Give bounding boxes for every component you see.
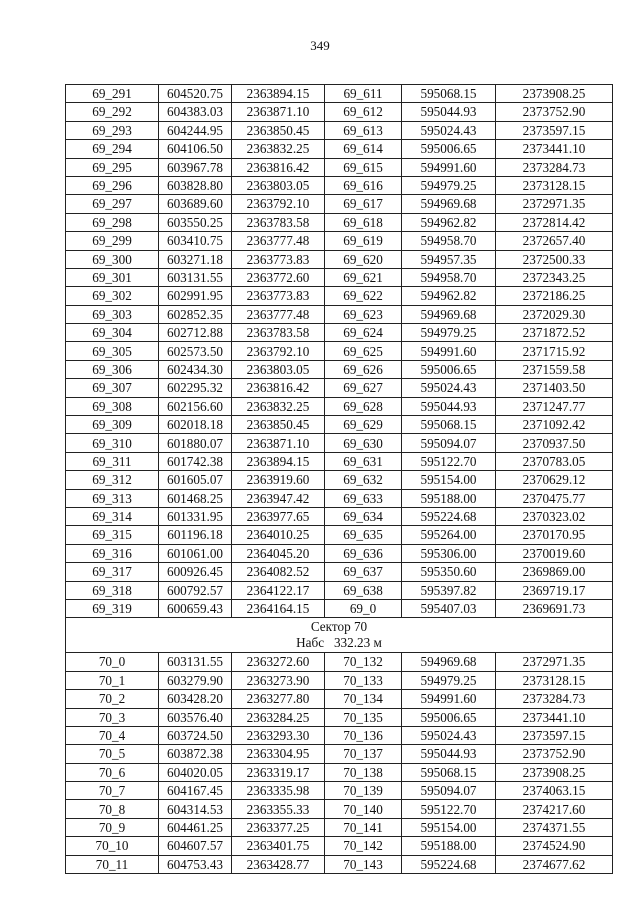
table-row	[66, 489, 613, 507]
x-coordinate-cell: 594958.70	[402, 268, 496, 286]
x-coordinate-cell: 595122.70	[402, 452, 496, 470]
x-coordinate-cell: 595044.93	[402, 103, 496, 121]
point-id-cell: 69_613	[325, 121, 402, 139]
point-id-cell: 69_308	[66, 397, 159, 415]
table-row	[66, 471, 613, 489]
sector-69-rows	[66, 85, 613, 618]
x-coordinate-cell: 594991.60	[402, 158, 496, 176]
point-id-cell: 69_296	[66, 176, 159, 194]
x-coordinate-cell: 604167.45	[159, 782, 232, 800]
x-coordinate-cell: 602434.30	[159, 360, 232, 378]
y-coordinate-cell: 2374063.15	[496, 782, 613, 800]
table-row	[66, 745, 613, 763]
y-coordinate-cell: 2372971.35	[496, 653, 613, 671]
point-id-cell: 69_317	[66, 563, 159, 581]
table-row	[66, 544, 613, 562]
x-coordinate-cell: 602712.88	[159, 324, 232, 342]
x-coordinate-cell: 603689.60	[159, 195, 232, 213]
y-coordinate-cell: 2372343.25	[496, 268, 613, 286]
y-coordinate-cell: 2371092.42	[496, 416, 613, 434]
y-coordinate-cell: 2363816.42	[232, 379, 325, 397]
point-id-cell: 69_637	[325, 563, 402, 581]
y-coordinate-cell: 2363947.42	[232, 489, 325, 507]
point-id-cell: 69_292	[66, 103, 159, 121]
x-coordinate-cell: 601468.25	[159, 489, 232, 507]
point-id-cell: 69_618	[325, 213, 402, 231]
y-coordinate-cell: 2363894.15	[232, 452, 325, 470]
y-coordinate-cell: 2372186.25	[496, 287, 613, 305]
table-row	[66, 581, 613, 599]
y-coordinate-cell: 2370629.12	[496, 471, 613, 489]
point-id-cell: 69_304	[66, 324, 159, 342]
point-id-cell: 70_141	[325, 818, 402, 836]
x-coordinate-cell: 604106.50	[159, 140, 232, 158]
point-id-cell: 69_305	[66, 342, 159, 360]
point-id-cell: 70_137	[325, 745, 402, 763]
x-coordinate-cell: 602991.95	[159, 287, 232, 305]
x-coordinate-cell: 594958.70	[402, 232, 496, 250]
section-header-cell	[66, 618, 613, 653]
table-row	[66, 213, 613, 231]
x-coordinate-cell: 603131.55	[159, 268, 232, 286]
y-coordinate-cell: 2369719.17	[496, 581, 613, 599]
point-id-cell: 69_319	[66, 599, 159, 617]
y-coordinate-cell: 2373128.15	[496, 176, 613, 194]
y-coordinate-cell: 2363335.98	[232, 782, 325, 800]
point-id-cell: 69_630	[325, 434, 402, 452]
table-row	[66, 726, 613, 744]
x-coordinate-cell: 603724.50	[159, 726, 232, 744]
point-id-cell: 69_311	[66, 452, 159, 470]
point-id-cell: 70_7	[66, 782, 159, 800]
y-coordinate-cell: 2364010.25	[232, 526, 325, 544]
point-id-cell: 69_615	[325, 158, 402, 176]
point-id-cell: 69_622	[325, 287, 402, 305]
y-coordinate-cell: 2363401.75	[232, 837, 325, 855]
point-id-cell: 69_635	[325, 526, 402, 544]
y-coordinate-cell: 2363319.17	[232, 763, 325, 781]
point-id-cell: 69_624	[325, 324, 402, 342]
x-coordinate-cell: 595407.03	[402, 599, 496, 617]
y-coordinate-cell: 2363777.48	[232, 305, 325, 323]
y-coordinate-cell: 2370937.50	[496, 434, 613, 452]
table-row	[66, 250, 613, 268]
section-header-row	[66, 618, 613, 653]
table-row	[66, 158, 613, 176]
x-coordinate-cell: 602852.35	[159, 305, 232, 323]
y-coordinate-cell: 2363773.83	[232, 250, 325, 268]
table-row	[66, 195, 613, 213]
x-coordinate-cell: 604244.95	[159, 121, 232, 139]
y-coordinate-cell: 2370475.77	[496, 489, 613, 507]
point-id-cell: 70_134	[325, 690, 402, 708]
y-coordinate-cell: 2363977.65	[232, 507, 325, 525]
point-id-cell: 69_315	[66, 526, 159, 544]
x-coordinate-cell: 601605.07	[159, 471, 232, 489]
table-row	[66, 671, 613, 689]
y-coordinate-cell: 2372500.33	[496, 250, 613, 268]
point-id-cell: 70_3	[66, 708, 159, 726]
y-coordinate-cell: 2374217.60	[496, 800, 613, 818]
y-coordinate-cell: 2363277.80	[232, 690, 325, 708]
y-coordinate-cell: 2364082.52	[232, 563, 325, 581]
table-row	[66, 305, 613, 323]
point-id-cell: 69_299	[66, 232, 159, 250]
point-id-cell: 69_294	[66, 140, 159, 158]
point-id-cell: 69_616	[325, 176, 402, 194]
table-row	[66, 690, 613, 708]
y-coordinate-cell: 2373908.25	[496, 763, 613, 781]
y-coordinate-cell: 2370323.02	[496, 507, 613, 525]
point-id-cell: 70_10	[66, 837, 159, 855]
x-coordinate-cell: 604607.57	[159, 837, 232, 855]
point-id-cell: 69_625	[325, 342, 402, 360]
x-coordinate-cell: 595350.60	[402, 563, 496, 581]
y-coordinate-cell: 2363832.25	[232, 397, 325, 415]
y-coordinate-cell: 2363850.45	[232, 121, 325, 139]
y-coordinate-cell: 2374677.62	[496, 855, 613, 873]
x-coordinate-cell: 603271.18	[159, 250, 232, 268]
y-coordinate-cell: 2373441.10	[496, 708, 613, 726]
point-id-cell: 70_1	[66, 671, 159, 689]
point-id-cell: 69_313	[66, 489, 159, 507]
y-coordinate-cell: 2363919.60	[232, 471, 325, 489]
table-row	[66, 782, 613, 800]
x-coordinate-cell: 603828.80	[159, 176, 232, 194]
table-row	[66, 855, 613, 873]
point-id-cell: 69_303	[66, 305, 159, 323]
x-coordinate-cell: 595188.00	[402, 489, 496, 507]
x-coordinate-cell: 595006.65	[402, 360, 496, 378]
x-coordinate-cell: 595224.68	[402, 855, 496, 873]
y-coordinate-cell: 2371715.92	[496, 342, 613, 360]
x-coordinate-cell: 603279.90	[159, 671, 232, 689]
y-coordinate-cell: 2363777.48	[232, 232, 325, 250]
x-coordinate-cell: 603576.40	[159, 708, 232, 726]
y-coordinate-cell: 2363803.05	[232, 176, 325, 194]
point-id-cell: 69_316	[66, 544, 159, 562]
table-row	[66, 599, 613, 617]
point-id-cell: 69_312	[66, 471, 159, 489]
sector-70-header	[66, 618, 613, 653]
point-id-cell: 69_621	[325, 268, 402, 286]
y-coordinate-cell: 2370019.60	[496, 544, 613, 562]
x-coordinate-cell: 595188.00	[402, 837, 496, 855]
x-coordinate-cell: 595264.00	[402, 526, 496, 544]
y-coordinate-cell: 2372657.40	[496, 232, 613, 250]
x-coordinate-cell: 603967.78	[159, 158, 232, 176]
table-row	[66, 653, 613, 671]
y-coordinate-cell: 2369691.73	[496, 599, 613, 617]
table-row	[66, 800, 613, 818]
point-id-cell: 69_619	[325, 232, 402, 250]
point-id-cell: 69_629	[325, 416, 402, 434]
x-coordinate-cell: 603410.75	[159, 232, 232, 250]
x-coordinate-cell: 595154.00	[402, 818, 496, 836]
table-row	[66, 708, 613, 726]
point-id-cell: 69_297	[66, 195, 159, 213]
x-coordinate-cell: 601061.00	[159, 544, 232, 562]
table-row	[66, 818, 613, 836]
x-coordinate-cell: 595068.15	[402, 763, 496, 781]
point-id-cell: 70_11	[66, 855, 159, 873]
point-id-cell: 70_4	[66, 726, 159, 744]
point-id-cell: 70_140	[325, 800, 402, 818]
y-coordinate-cell: 2363293.30	[232, 726, 325, 744]
y-coordinate-cell: 2364045.20	[232, 544, 325, 562]
point-id-cell: 70_135	[325, 708, 402, 726]
point-id-cell: 69_291	[66, 85, 159, 103]
y-coordinate-cell: 2371872.52	[496, 324, 613, 342]
y-coordinate-cell: 2364164.15	[232, 599, 325, 617]
y-coordinate-cell: 2370783.05	[496, 452, 613, 470]
x-coordinate-cell: 602295.32	[159, 379, 232, 397]
x-coordinate-cell: 595397.82	[402, 581, 496, 599]
x-coordinate-cell: 595044.93	[402, 397, 496, 415]
x-coordinate-cell: 595068.15	[402, 416, 496, 434]
y-coordinate-cell: 2363803.05	[232, 360, 325, 378]
point-id-cell: 69_309	[66, 416, 159, 434]
y-coordinate-cell: 2363273.90	[232, 671, 325, 689]
point-id-cell: 69_300	[66, 250, 159, 268]
y-coordinate-cell: 2369869.00	[496, 563, 613, 581]
page-number: 349	[310, 38, 330, 53]
y-coordinate-cell: 2373284.73	[496, 158, 613, 176]
point-id-cell: 70_2	[66, 690, 159, 708]
x-coordinate-cell: 594969.68	[402, 195, 496, 213]
point-id-cell: 69_310	[66, 434, 159, 452]
section-height: Набс 332.23 м	[296, 635, 382, 651]
y-coordinate-cell: 2373128.15	[496, 671, 613, 689]
table-row	[66, 416, 613, 434]
y-coordinate-cell: 2374524.90	[496, 837, 613, 855]
table-row	[66, 103, 613, 121]
x-coordinate-cell: 594962.82	[402, 287, 496, 305]
x-coordinate-cell: 603872.38	[159, 745, 232, 763]
y-coordinate-cell: 2372814.42	[496, 213, 613, 231]
table-row	[66, 85, 613, 103]
table-row	[66, 232, 613, 250]
x-coordinate-cell: 603550.25	[159, 213, 232, 231]
point-id-cell: 70_5	[66, 745, 159, 763]
x-coordinate-cell: 604020.05	[159, 763, 232, 781]
point-id-cell: 70_0	[66, 653, 159, 671]
point-id-cell: 69_306	[66, 360, 159, 378]
x-coordinate-cell: 595154.00	[402, 471, 496, 489]
table-row	[66, 140, 613, 158]
x-coordinate-cell: 600792.57	[159, 581, 232, 599]
x-coordinate-cell: 594979.25	[402, 176, 496, 194]
point-id-cell: 69_0	[325, 599, 402, 617]
point-id-cell: 70_138	[325, 763, 402, 781]
table-row	[66, 360, 613, 378]
x-coordinate-cell: 604314.53	[159, 800, 232, 818]
y-coordinate-cell: 2373441.10	[496, 140, 613, 158]
table-row	[66, 434, 613, 452]
x-coordinate-cell: 601880.07	[159, 434, 232, 452]
point-id-cell: 69_302	[66, 287, 159, 305]
point-id-cell: 69_628	[325, 397, 402, 415]
x-coordinate-cell: 594969.68	[402, 653, 496, 671]
x-coordinate-cell: 594979.25	[402, 324, 496, 342]
y-coordinate-cell: 2363792.10	[232, 342, 325, 360]
table-row	[66, 452, 613, 470]
y-coordinate-cell: 2363850.45	[232, 416, 325, 434]
x-coordinate-cell: 595068.15	[402, 85, 496, 103]
point-id-cell: 70_143	[325, 855, 402, 873]
point-id-cell: 69_617	[325, 195, 402, 213]
x-coordinate-cell: 594962.82	[402, 213, 496, 231]
x-coordinate-cell: 602573.50	[159, 342, 232, 360]
point-id-cell: 69_636	[325, 544, 402, 562]
table-row	[66, 342, 613, 360]
point-id-cell: 70_139	[325, 782, 402, 800]
x-coordinate-cell: 601331.95	[159, 507, 232, 525]
table-row	[66, 397, 613, 415]
y-coordinate-cell: 2363894.15	[232, 85, 325, 103]
x-coordinate-cell: 600659.43	[159, 599, 232, 617]
point-id-cell: 69_611	[325, 85, 402, 103]
x-coordinate-cell: 595024.43	[402, 379, 496, 397]
y-coordinate-cell: 2363272.60	[232, 653, 325, 671]
table-row	[66, 324, 613, 342]
y-coordinate-cell: 2363792.10	[232, 195, 325, 213]
coordinates-table	[65, 84, 613, 874]
x-coordinate-cell: 604753.43	[159, 855, 232, 873]
y-coordinate-cell: 2373597.15	[496, 121, 613, 139]
x-coordinate-cell: 604461.25	[159, 818, 232, 836]
y-coordinate-cell: 2373752.90	[496, 745, 613, 763]
y-coordinate-cell: 2363304.95	[232, 745, 325, 763]
x-coordinate-cell: 595094.07	[402, 782, 496, 800]
point-id-cell: 69_634	[325, 507, 402, 525]
y-coordinate-cell: 2373908.25	[496, 85, 613, 103]
point-id-cell: 69_626	[325, 360, 402, 378]
y-coordinate-cell: 2374371.55	[496, 818, 613, 836]
x-coordinate-cell: 603428.20	[159, 690, 232, 708]
sector-70-rows	[66, 653, 613, 874]
y-coordinate-cell: 2363871.10	[232, 434, 325, 452]
x-coordinate-cell: 595224.68	[402, 507, 496, 525]
y-coordinate-cell: 2373597.15	[496, 726, 613, 744]
x-coordinate-cell: 594991.60	[402, 690, 496, 708]
y-coordinate-cell: 2371559.58	[496, 360, 613, 378]
point-id-cell: 69_301	[66, 268, 159, 286]
x-coordinate-cell: 595024.43	[402, 726, 496, 744]
point-id-cell: 70_9	[66, 818, 159, 836]
y-coordinate-cell: 2372029.30	[496, 305, 613, 323]
point-id-cell: 69_295	[66, 158, 159, 176]
x-coordinate-cell: 595024.43	[402, 121, 496, 139]
y-coordinate-cell: 2363832.25	[232, 140, 325, 158]
point-id-cell: 69_627	[325, 379, 402, 397]
x-coordinate-cell: 601742.38	[159, 452, 232, 470]
y-coordinate-cell: 2371247.77	[496, 397, 613, 415]
table-row	[66, 837, 613, 855]
table-row	[66, 763, 613, 781]
x-coordinate-cell: 603131.55	[159, 653, 232, 671]
point-id-cell: 70_142	[325, 837, 402, 855]
x-coordinate-cell: 595044.93	[402, 745, 496, 763]
point-id-cell: 70_8	[66, 800, 159, 818]
y-coordinate-cell: 2363355.33	[232, 800, 325, 818]
table-row	[66, 563, 613, 581]
point-id-cell: 69_298	[66, 213, 159, 231]
table-row	[66, 526, 613, 544]
table-row	[66, 121, 613, 139]
point-id-cell: 70_132	[325, 653, 402, 671]
table-row	[66, 507, 613, 525]
x-coordinate-cell: 595306.00	[402, 544, 496, 562]
point-id-cell: 70_133	[325, 671, 402, 689]
table-row	[66, 268, 613, 286]
x-coordinate-cell: 594979.25	[402, 671, 496, 689]
y-coordinate-cell: 2370170.95	[496, 526, 613, 544]
table-row	[66, 287, 613, 305]
y-coordinate-cell: 2363773.83	[232, 287, 325, 305]
point-id-cell: 69_293	[66, 121, 159, 139]
point-id-cell: 69_314	[66, 507, 159, 525]
point-id-cell: 69_633	[325, 489, 402, 507]
y-coordinate-cell: 2373284.73	[496, 690, 613, 708]
y-coordinate-cell: 2364122.17	[232, 581, 325, 599]
point-id-cell: 69_623	[325, 305, 402, 323]
x-coordinate-cell: 594991.60	[402, 342, 496, 360]
x-coordinate-cell: 595006.65	[402, 140, 496, 158]
point-id-cell: 69_632	[325, 471, 402, 489]
y-coordinate-cell: 2363783.58	[232, 324, 325, 342]
y-coordinate-cell: 2363284.25	[232, 708, 325, 726]
y-coordinate-cell: 2363816.42	[232, 158, 325, 176]
point-id-cell: 69_614	[325, 140, 402, 158]
x-coordinate-cell: 595094.07	[402, 434, 496, 452]
x-coordinate-cell: 602156.60	[159, 397, 232, 415]
x-coordinate-cell: 604520.75	[159, 85, 232, 103]
x-coordinate-cell: 602018.18	[159, 416, 232, 434]
x-coordinate-cell: 604383.03	[159, 103, 232, 121]
y-coordinate-cell: 2363428.77	[232, 855, 325, 873]
point-id-cell: 69_620	[325, 250, 402, 268]
point-id-cell: 69_612	[325, 103, 402, 121]
point-id-cell: 69_307	[66, 379, 159, 397]
x-coordinate-cell: 601196.18	[159, 526, 232, 544]
point-id-cell: 70_6	[66, 763, 159, 781]
x-coordinate-cell: 600926.45	[159, 563, 232, 581]
table-row	[66, 176, 613, 194]
section-title: Сектор 70	[310, 619, 368, 635]
point-id-cell: 69_318	[66, 581, 159, 599]
point-id-cell: 70_136	[325, 726, 402, 744]
table-row	[66, 379, 613, 397]
y-coordinate-cell: 2371403.50	[496, 379, 613, 397]
y-coordinate-cell: 2373752.90	[496, 103, 613, 121]
x-coordinate-cell: 595006.65	[402, 708, 496, 726]
y-coordinate-cell: 2363783.58	[232, 213, 325, 231]
point-id-cell: 69_638	[325, 581, 402, 599]
x-coordinate-cell: 595122.70	[402, 800, 496, 818]
y-coordinate-cell: 2363377.25	[232, 818, 325, 836]
point-id-cell: 69_631	[325, 452, 402, 470]
y-coordinate-cell: 2363871.10	[232, 103, 325, 121]
x-coordinate-cell: 594969.68	[402, 305, 496, 323]
x-coordinate-cell: 594957.35	[402, 250, 496, 268]
y-coordinate-cell: 2363772.60	[232, 268, 325, 286]
y-coordinate-cell: 2372971.35	[496, 195, 613, 213]
